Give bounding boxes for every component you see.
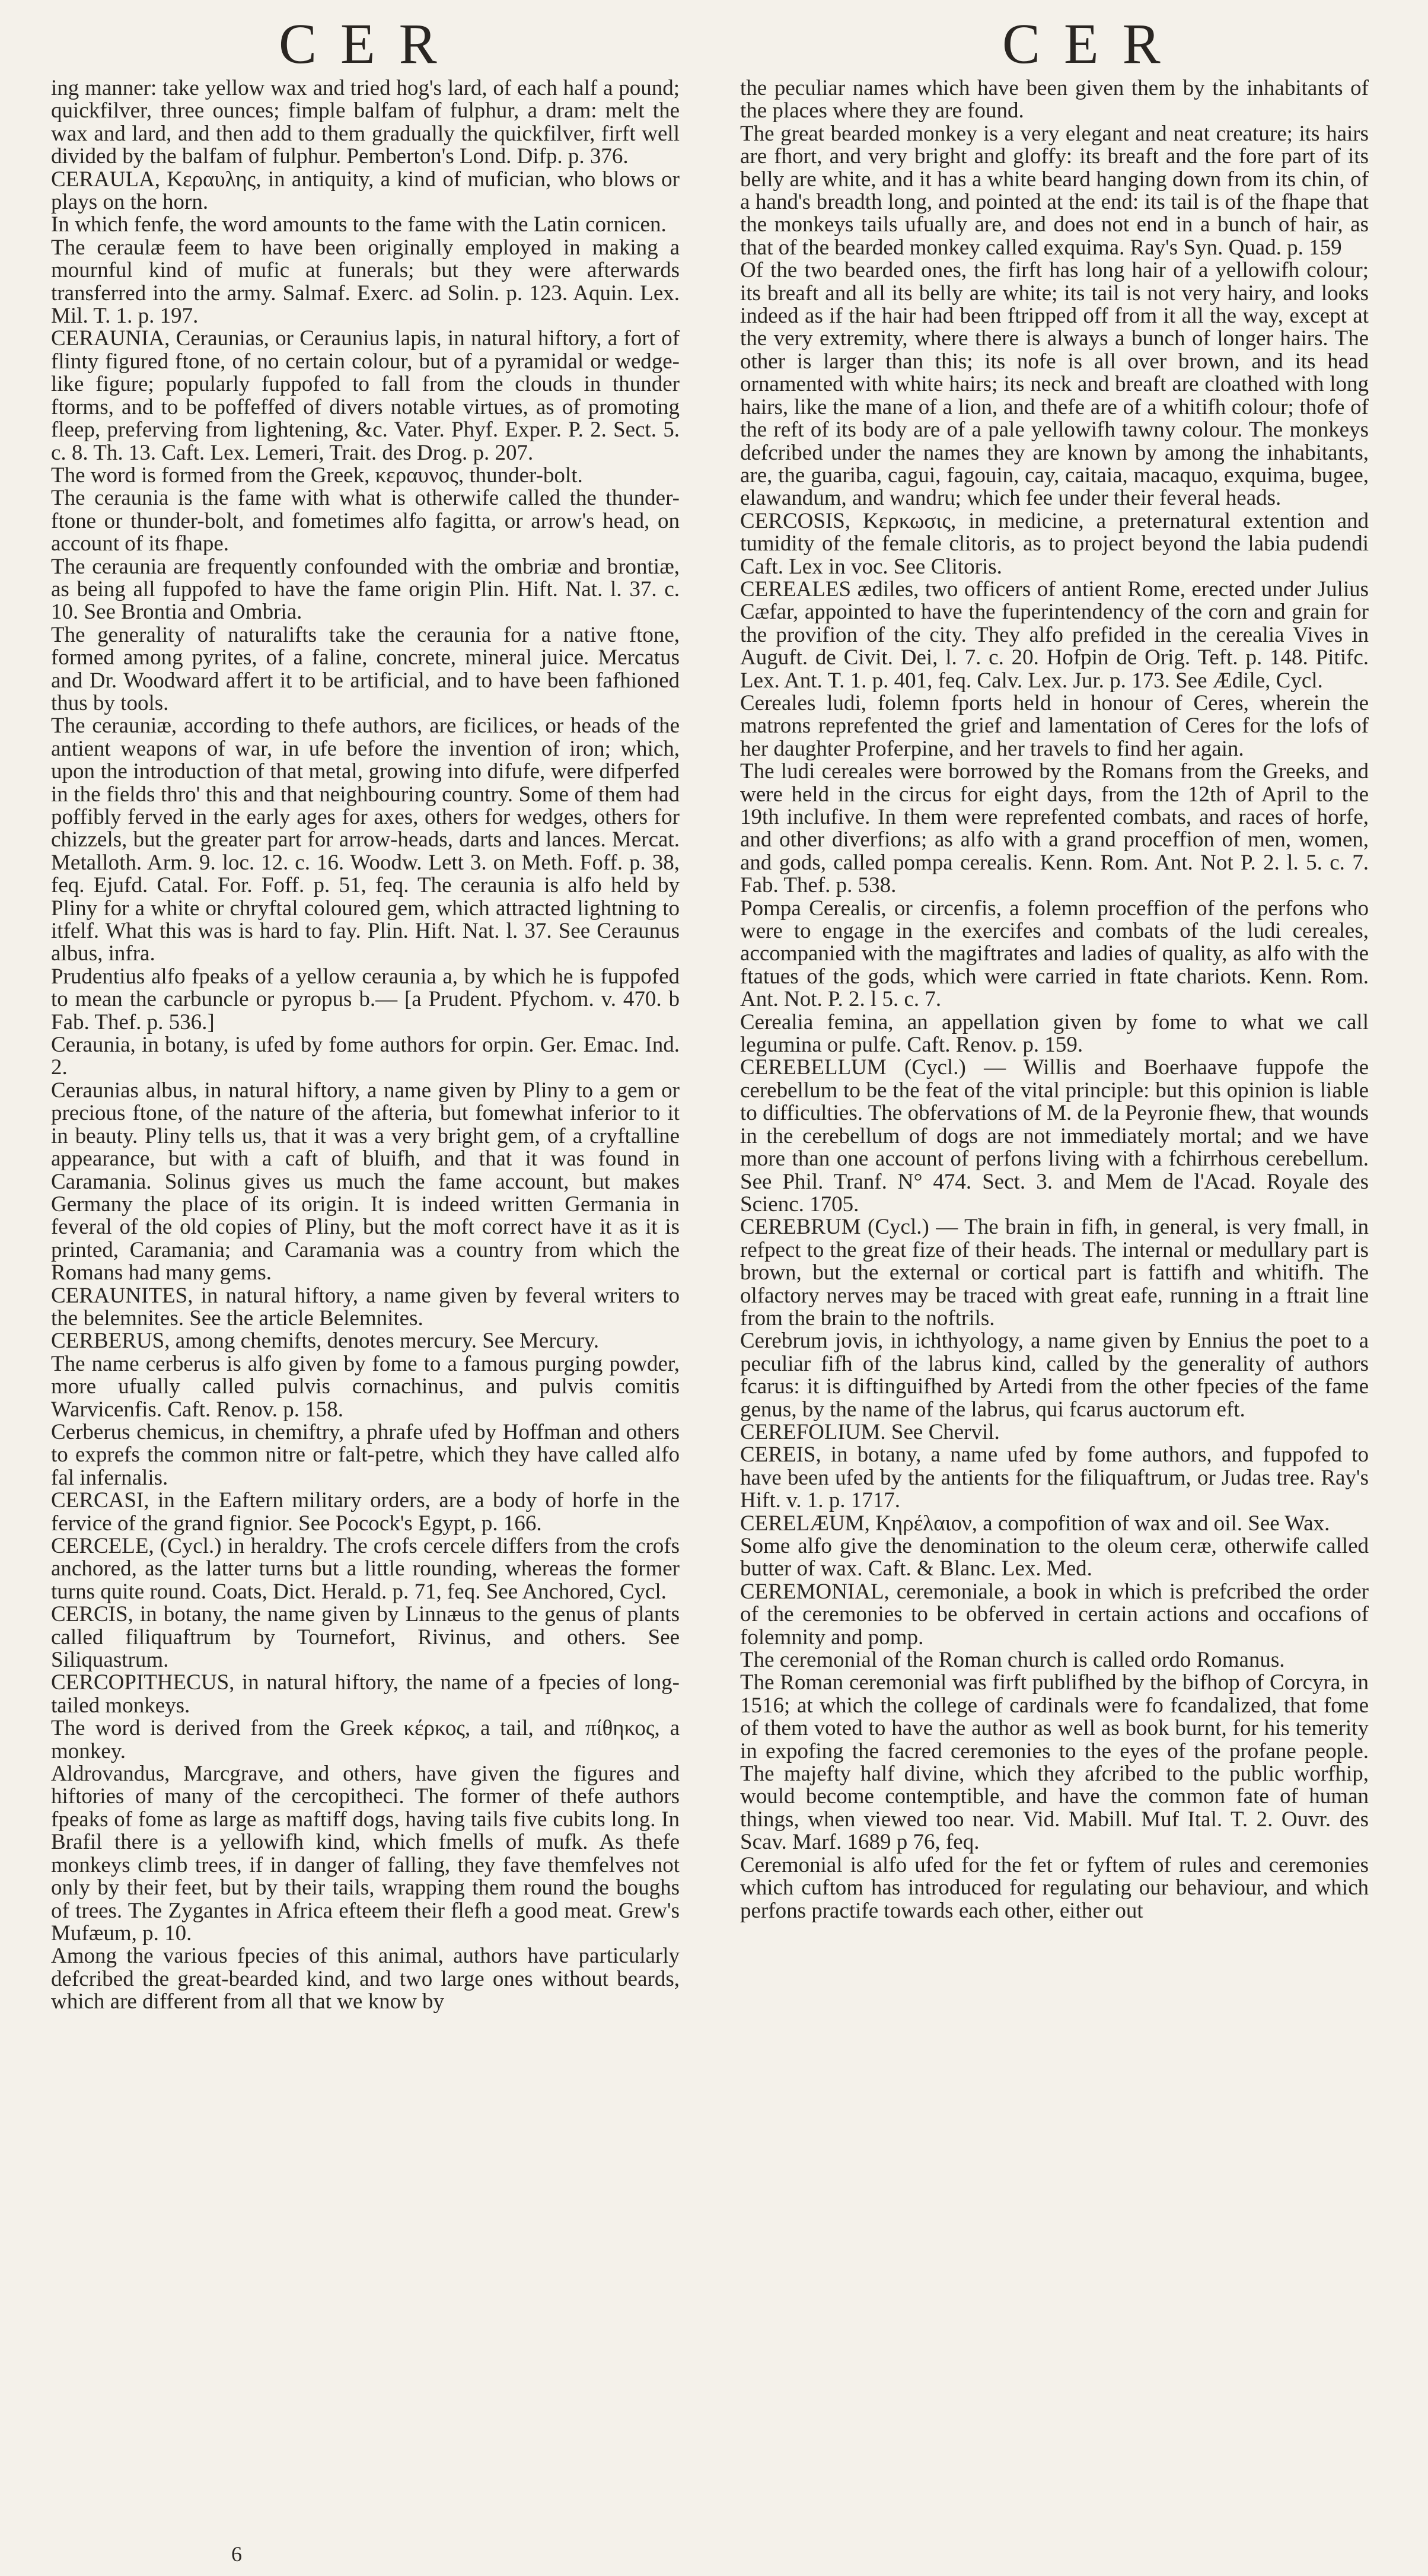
entry-paragraph: Cerebrum jovis, in ichthyology, a name given by Ennius the poet to a peculiar fifh of the labrus kind, called by the generality of authors fcarus: it is diftinguifhed by Artedi from the other fpecies of the fame genus, by the name of the labrus, qui fcarus auctorum eft. bbox=[740, 1329, 1369, 1422]
left-column bbox=[51, 77, 680, 2014]
entry-paragraph: Of the two bearded ones, the firft has long hair of a yellowifh colour; its breaft and all its belly are white; its tail is not very hairy, and looks indeed as if the hair had been ftripped off from it all the way, except at the very extremity, where there is always a bunch of longer hairs. The other is larger than this; its nofe is all over brown, and its head ornamented with white hairs; its neck and breaft are cloathed with long hairs, like the mane of a lion, and thefe are of a whitifh colour; thofe of the reft of its body are of a pale yellowifh tawny colour. The monkeys defcribed under the names they are known by among the inhabitants, are, the guariba, cagui, fagouin, cay, caitaia, macaquo, exquima, bugee, elawandum, and wandru; which fee under their feveral heads. bbox=[740, 258, 1369, 511]
entry-paragraph: Cerealia femina, an appellation given by fome to what we call legumina or pulfe. Caft. Renov. p. 159. bbox=[740, 1010, 1369, 1058]
entry-paragraph: The generality of naturalifts take the ceraunia for a native ftone, formed among pyrites, of a faline, concrete, mineral juice. Mercatus and Dr. Woodward affert it to be artificial, and to have been fafhioned thus by tools. bbox=[51, 622, 680, 715]
entry-paragraph: The ludi cereales were borrowed by the Romans from the Greeks, and were held in the circus for eight days, from the 12th of April to the 19th inclufive. In them were reprefented combats, and races of horfe, and other diverfions; as alfo with a grand proceffion of men, women, and gods, called pompa cerealis. Kenn. Rom. Ant. Not P. 2. l. 5. c. 7. Fab. Thef. p. 538. bbox=[740, 759, 1369, 898]
entry-paragraph: Prudentius alfo fpeaks of a yellow ceraunia a, by which he is fuppofed to mean the carbuncle or pyropus b.— [a Prudent. Pfychom. v. 470. b Fab. Thef. p. 536.] bbox=[51, 964, 680, 1034]
entry-paragraph: CERCOPITHECUS, in natural hiftory, the name of a fpecies of long-tailed monkeys. bbox=[51, 1670, 680, 1718]
running-head-left: CER bbox=[279, 12, 461, 75]
entry-paragraph: CERCELE, (Cycl.) in heraldry. The crofs cercele differs from the crofs anchored, as the latter turns but a little rounding, whereas the former turns quite round. Coats, Dict. Herald. p. 71, feq. See Anchored, Cycl. bbox=[51, 1534, 680, 1604]
entry-paragraph: CEREBELLUM (Cycl.) — Willis and Boerhaave fuppofe the cerebellum to be the feat of the vital principle: but this opinion is liable to difficulties. The obfervations of M. de la Peyronie fhew, that wounds in the cerebellum of dogs are not immediately mortal; and we have more than one account of perfons living with a fchirrhous cerebellum. See Phil. Tranf. N° 474. Sect. 3. and Mem de l'Acad. Royale des Scienc. 1705. bbox=[740, 1055, 1369, 1217]
entry-paragraph: CERBERUS, among chemifts, denotes mercury. See Mercury. bbox=[51, 1329, 600, 1354]
entry-paragraph: Some alfo give the denomination to the oleum ceræ, otherwife called butter of wax. Caft. & Blanc. Lex. Med. bbox=[740, 1534, 1369, 1581]
entry-paragraph: Ceremonial is alfo ufed for the fet or fyftem of rules and ceremonies which cuftom has introduced for regulating our behaviour, and which perfons practife towards each other, either out bbox=[740, 1852, 1369, 1923]
entry-paragraph: CERAUNITES, in natural hiftory, a name given by feveral writers to the belemnites. See the article Belemnites. bbox=[51, 1283, 680, 1330]
entry-paragraph: CERAULA, Κεραυλης, in antiquity, a kind of mufician, who blows or plays on the horn. bbox=[51, 167, 680, 215]
entry-paragraph: The ceraunia is the fame with what is otherwife called the thunder-ftone or thunder-bolt, and fometimes alfo fagitta, or arrow's head, on account of its fhape. bbox=[51, 486, 680, 556]
entry-paragraph: The word is derived from the Greek κέρκος, a tail, and πίθηκος, a monkey. bbox=[51, 1716, 680, 1763]
entry-paragraph: Ceraunia, in botany, is ufed by fome authors for orpin. Ger. Emac. Ind. 2. bbox=[51, 1033, 680, 1080]
running-head-right: CER bbox=[1002, 12, 1184, 75]
entry-paragraph: the peculiar names which have been given them by the inhabitants of the places where they are found. bbox=[740, 76, 1369, 123]
entry-paragraph: CERCASI, in the Eaftern military orders, are a body of horfe in the fervice of the grand fignior. See Pocock's Egypt, p. 166. bbox=[51, 1488, 680, 1536]
entry-paragraph: The Roman ceremonial was firft publifhed by the bifhop of Corcyra, in 1516; at which the college of cardinals were fo fcandalized, that fome of them voted to have the author as well as book burnt, for his temerity in expofing the facred ceremonies to the eyes of the profane people. The majefty half divine, which they afcribed to the public worfhip, would become contemptible, and have the common fate of human things, when viewed too near. Vid. Mabill. Muf Ital. T. 2. Ouvr. des Scav. Marf. 1689 p 76, feq. bbox=[740, 1670, 1369, 1855]
entry-paragraph: ing manner: take yellow wax and tried hog's lard, of each half a pound; quickfilver, three ounces; fimple balfam of fulphur, a dram: melt the wax and lard, and then add to them gradually the quickfilver, firft well divided by the balfam of fulphur. Pemberton's Lond. Difp. p. 376. bbox=[51, 76, 680, 169]
right-column bbox=[740, 77, 1369, 1922]
entry-paragraph: Among the various fpecies of this animal, authors have particularly defcribed the great-bearded kind, and two large ones without beards, which are different from all that we know by bbox=[51, 1944, 680, 2014]
entry-paragraph: CERAUNIA, Ceraunias, or Ceraunius lapis, in natural hiftory, a fort of flinty figured ftone, of no certain colour, but of a pyramidal or wedge-like figure; popularly fuppofed to fall from the clouds in thunder ftorms, and to be poffeffed of divers notable virtues, as of promoting fleep, preferving from lightening, &c. Vater. Phyf. Exper. P. 2. Sect. 5. c. 8. Th. 13. Caft. Lex. Lemeri, Trait. des Drog. p. 207. bbox=[51, 326, 680, 465]
entry-paragraph: CEREIS, in botany, a name ufed by fome authors, and fuppofed to have been ufed by the antients for the filiquaftrum, or Judas tree. Ray's Hift. v. 1. p. 1717. bbox=[740, 1443, 1369, 1513]
entry-paragraph: CERCOSIS, Κερκωσις, in medicine, a preternatural extention and tumidity of the female clitoris, as to project beyond the labia pudendi Caft. Lex in voc. See Clitoris. bbox=[740, 508, 1369, 579]
entry-paragraph: CERELÆUM, Κηρέλαιον, a compofition of wax and oil. See Wax. bbox=[740, 1511, 1330, 1536]
entry-paragraph: The great bearded monkey is a very elegant and neat creature; its hairs are fhort, and very bright and gloffy: its breaft and the fore part of its belly are white, and it has a white beard hanging down from its chin, of a hand's breadth long, and pointed at the end: its tail is of the fhape that the monkeys tails ufually are, and does not end in a bunch of hair, as that of the bearded monkey called exquima. Ray's Syn. Quad. p. 159 bbox=[740, 121, 1369, 260]
entry-paragraph: CERCIS, in botany, the name given by Linnæus to the genus of plants called filiquaftrum by Tournefort, Rivinus, and others. See Siliquastrum. bbox=[51, 1602, 680, 1673]
entry-paragraph: The name cerberus is alfo given by fome to a famous purging powder, more ufually called pulvis cornachinus, and pulvis comitis Warvicenfis. Caft. Renov. p. 158. bbox=[51, 1351, 680, 1422]
entry-paragraph: The cerauniæ, according to thefe authors, are ficilices, or heads of the antient weapons of war, in ufe before the invention of iron; which, upon the introduction of that metal, growing into difufe, were difperfed in the fields thro' this and that neighbouring country. Some of them had poffibly ferved in the early ages for axes, others for wedges, others for chizzels, but the greater part for arrow-heads, darts and lances. Mercat. Metalloth. Arm. 9. loc. 12. c. 16. Woodw. Lett 3. on Meth. Foff. p. 38, feq. Ejufd. Catal. For. Foff. p. 51, feq. The ceraunia is alfo held by Pliny for a white or chryftal coloured gem, which attracted lightning to itfelf. What this was is hard to fay. Plin. Hift. Nat. l. 37. See Ceraunus albus, infra. bbox=[51, 714, 680, 966]
entry-paragraph: Cereales ludi, folemn fports held in honour of Ceres, wherein the matrons reprefented the grief and lamentation of Ceres for the lofs of her daughter Proferpine, and her travels to find her again. bbox=[740, 690, 1369, 761]
page-number: 6 bbox=[231, 2542, 242, 2566]
entry-paragraph: Pompa Cerealis, or circenfis, a folemn proceffion of the perfons who were to engage in the exercifes and combats of the ludi cereales, accompanied with the magiftrates and ladies of quality, as alfo with the ftatues of the gods, which were carried in ftate chariots. Kenn. Rom. Ant. Not. P. 2. l 5. c. 7. bbox=[740, 896, 1369, 1012]
entry-paragraph: Cerberus chemicus, in chemiftry, a phrafe ufed by Hoffman and others to exprefs the common nitre or falt-petre, which they have called alfo fal infernalis. bbox=[51, 1419, 680, 1490]
entry-paragraph: The word is formed from the Greek, κεραυνος, thunder-bolt. bbox=[51, 463, 583, 488]
entry-paragraph: The ceraunia are frequently confounded with the ombriæ and brontiæ, as being all fuppofed to have the fame origin Plin. Hift. Nat. l. 37. c. 10. See Brontia and Ombria. bbox=[51, 554, 680, 625]
entry-paragraph: CEREBRUM (Cycl.) — The brain in fifh, in general, is very fmall, in refpect to the great fize of their heads. The internal or medullary part is brown, but the external or cortical part is fattifh and whitifh. The olfactory nerves may be traced with great eafe, running in a ftrait line from the brain to the noftrils. bbox=[740, 1215, 1369, 1330]
entry-paragraph: CEREALES ædiles, two officers of antient Rome, erected under Julius Cæfar, appointed to have the fuperintendency of the corn and grain for the provifion of the city. They alfo prefided in the cerealia Vives in Auguft. de Civit. Dei, l. 7. c. 20. Hofpin de Orig. Teft. p. 148. Pitifc. Lex. Ant. T. 1. p. 401, feq. Calv. Lex. Jur. p. 173. See Ædile, Cycl. bbox=[740, 577, 1369, 693]
entry-paragraph: The ceremonial of the Roman church is called ordo Romanus. bbox=[740, 1648, 1285, 1673]
entry-paragraph: Ceraunias albus, in natural hiftory, a name given by Pliny to a gem or precious ftone, of the nature of the afteria, but fomewhat inferior to it in beauty. Pliny tells us, that it was a very bright gem, of a cryftalline appearance, but with a caft of bluifh, and that it was found in Caramania. Solinus gives us much the fame account, but makes Germany the place of its origin. It is indeed written Germania in feveral of the old copies of Pliny, but the moft correct have it as it is printed, Caramania; and Caramania was a country from which the Romans had many gems. bbox=[51, 1078, 680, 1285]
entry-paragraph: In which fenfe, the word amounts to the fame with the Latin cornicen. bbox=[51, 212, 667, 237]
entry-paragraph: CEREFOLIUM. See Chervil. bbox=[740, 1419, 1000, 1444]
entry-paragraph: The ceraulæ feem to have been originally employed in making a mournful kind of mufic at funerals; but they were afterwards transferred into the army. Salmaf. Exerc. ad Solin. p. 123. Aquin. Lex. Mil. T. 1. p. 197. bbox=[51, 235, 680, 329]
entry-paragraph: CEREMONIAL, ceremoniale, a book in which is prefcribed the order of the ceremonies to be obferved in certain actions and occafions of folemnity and pomp. bbox=[740, 1579, 1369, 1650]
entry-paragraph: Aldrovandus, Marcgrave, and others, have given the figures and hiftories of many of the cercopitheci. The former of thefe authors fpeaks of fome as large as maftiff dogs, having tails five cubits long. In Brafil there is a yellowifh kind, which fmells of mufk. As thefe monkeys climb trees, if in danger of falling, they fave themfelves not only by their feet, but by their tails, wrapping them round the boughs of trees. The Zygantes in Africa efteem their flefh a good meat. Grew's Mufæum, p. 10. bbox=[51, 1762, 680, 1945]
